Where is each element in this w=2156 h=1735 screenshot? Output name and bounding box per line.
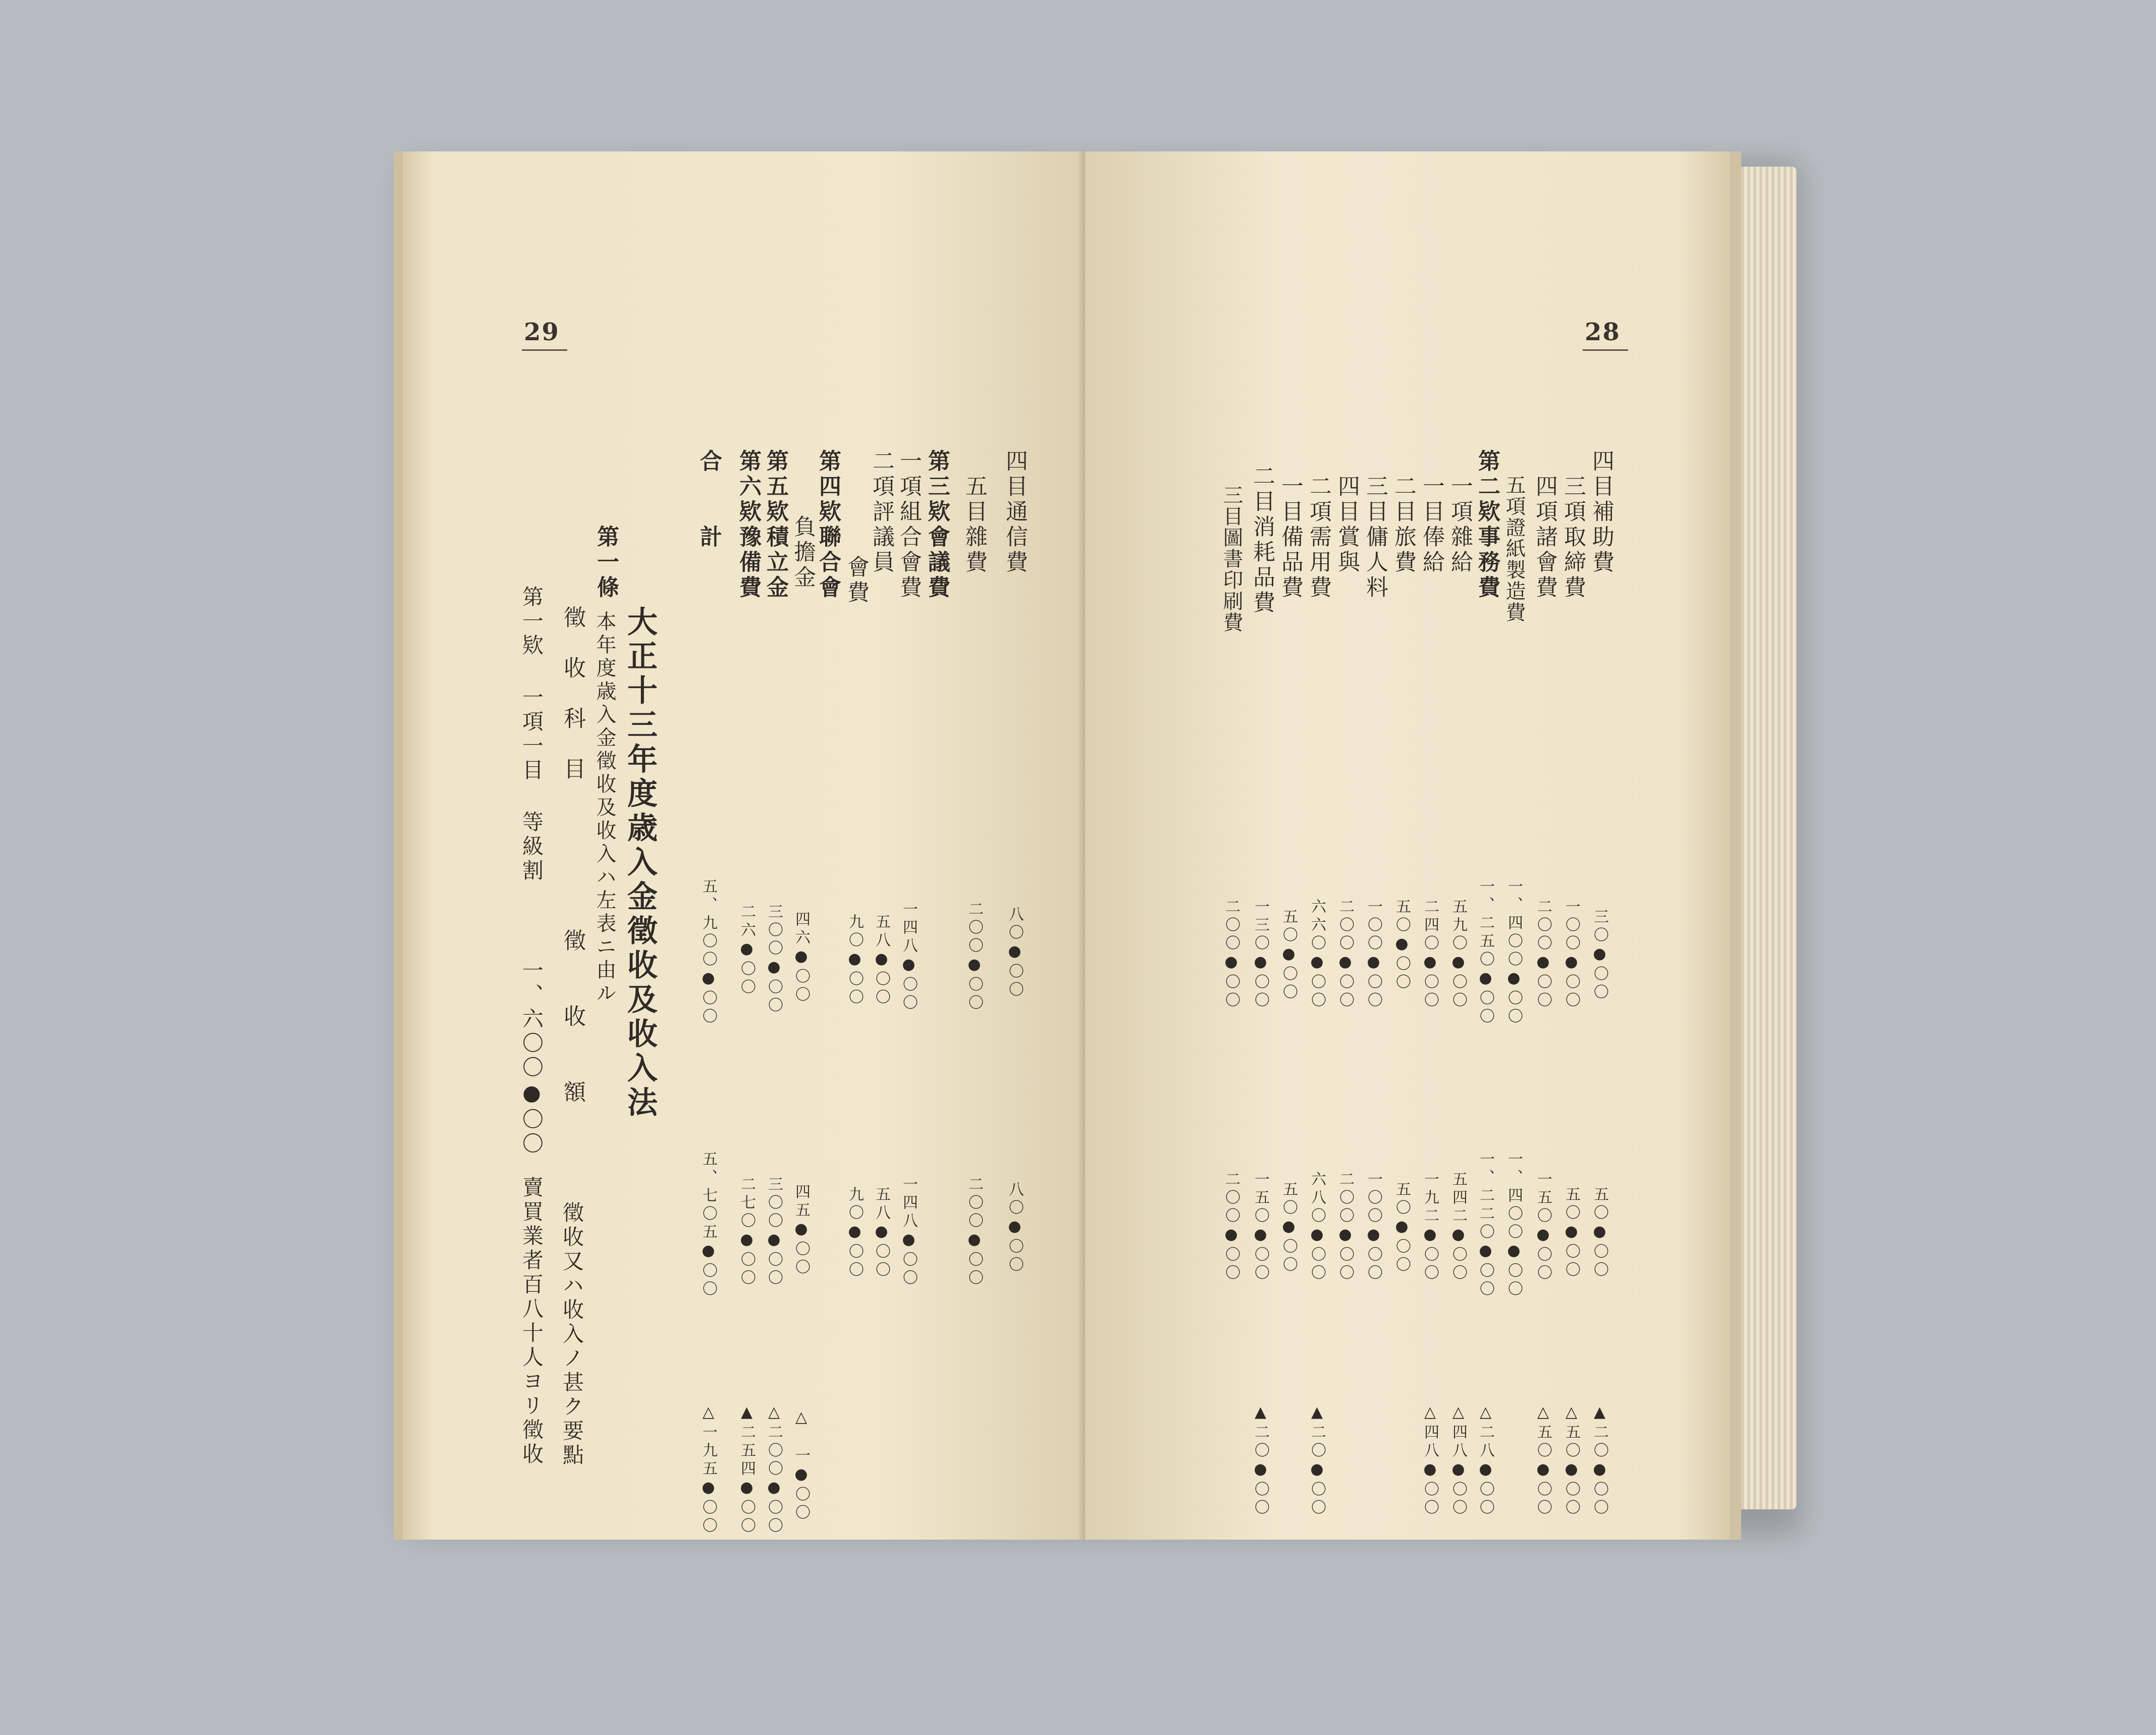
total-amount-b: 五、七〇五●〇〇 bbox=[699, 1151, 717, 1299]
item-amount-c: △二八●〇〇 bbox=[1477, 1403, 1494, 1517]
item-amount-b: 五〇●〇〇 bbox=[1591, 1186, 1608, 1280]
item-amount-a: 三〇●〇〇 bbox=[1591, 909, 1608, 1002]
item-amount-b: 二〇〇●〇〇 bbox=[1222, 1171, 1240, 1283]
item-amount-c: △ 一●〇〇 bbox=[792, 1408, 810, 1522]
total-label: 合 計 bbox=[696, 449, 722, 550]
item-name: 三目傭人料 bbox=[1362, 475, 1388, 601]
item-amount-c: △四八●〇〇 bbox=[1449, 1403, 1467, 1517]
item-name: 五目雜費 bbox=[961, 475, 987, 575]
item-name: 二項評議員 bbox=[869, 449, 894, 575]
page-number: 29 bbox=[524, 318, 560, 346]
item-name: 三目圖書印刷費 bbox=[1220, 485, 1243, 633]
item-amount-c: △二〇〇●〇〇 bbox=[765, 1403, 783, 1536]
article-text: 本年度歳入金徵收及收入ハ左表ニ由ル bbox=[593, 611, 616, 1006]
item-amount-a: 二〇〇●〇〇 bbox=[965, 901, 983, 1013]
item-name: 一目俸給 bbox=[1419, 475, 1444, 575]
item-amount-b: 八〇●〇〇 bbox=[1006, 1181, 1023, 1275]
item-amount-b: 五四二●〇〇 bbox=[1449, 1171, 1467, 1283]
right-page bbox=[1085, 151, 1741, 1540]
item-name: 負擔金 bbox=[790, 515, 816, 591]
item-name: 四目賞與 bbox=[1334, 475, 1360, 575]
item-amount-a: 一〇〇●〇〇 bbox=[1365, 899, 1382, 1010]
item-name: 第二欵事務費 bbox=[1474, 449, 1500, 601]
item-amount-b: 二〇〇●〇〇 bbox=[965, 1176, 983, 1288]
item-amount-b: 一、四〇〇●〇〇 bbox=[1505, 1151, 1523, 1299]
item-name: 二項需用費 bbox=[1306, 475, 1331, 601]
item-amount-c: △四八●〇〇 bbox=[1421, 1403, 1439, 1517]
item-name: 第四欵聯合會 bbox=[815, 449, 841, 601]
item-amount-b: 五八●〇〇 bbox=[873, 1186, 890, 1280]
table-header-note: 徵收又ハ收入ノ甚ク要點 bbox=[560, 1201, 584, 1468]
item-amount-a: 一三〇●〇〇 bbox=[1252, 899, 1269, 1010]
table-row-amount: 一、六〇〇●〇〇 bbox=[519, 959, 544, 1156]
item-amount-a: 五〇●〇〇 bbox=[1280, 909, 1298, 1002]
item-amount-b: 六八〇●〇〇 bbox=[1308, 1171, 1326, 1283]
item-amount-a: 五九〇●〇〇 bbox=[1449, 899, 1467, 1010]
item-amount-b: 五〇●〇〇 bbox=[1280, 1181, 1298, 1275]
item-amount-b: 三〇〇●〇〇 bbox=[765, 1176, 783, 1288]
section-title: 大正十三年度歳入金徵收及收入法 bbox=[622, 606, 658, 1121]
item-amount-c: △五〇●〇〇 bbox=[1562, 1403, 1580, 1517]
item-amount-b: 四五●〇〇 bbox=[792, 1184, 810, 1277]
item-amount-c: ▲二〇●〇〇 bbox=[1591, 1403, 1608, 1517]
item-name: 第五欵積立金 bbox=[763, 449, 788, 601]
total-amount-c: △一九五●〇〇 bbox=[699, 1403, 717, 1536]
item-amount-b: 九〇●〇〇 bbox=[846, 1186, 864, 1280]
item-amount-b: 一九二●〇〇 bbox=[1421, 1171, 1439, 1283]
item-amount-a: 二〇〇●〇〇 bbox=[1336, 899, 1354, 1010]
table-header-amount: 徵 收 額 bbox=[560, 929, 585, 1106]
total-amount-a: 五、九〇〇●〇〇 bbox=[699, 878, 717, 1026]
page-number: 28 bbox=[1585, 318, 1621, 346]
page-number-rule bbox=[522, 349, 567, 351]
item-name: 一目備品費 bbox=[1277, 475, 1303, 601]
item-amount-a: 一、四〇〇●〇〇 bbox=[1505, 878, 1523, 1026]
item-name: 一項雜給 bbox=[1447, 475, 1473, 575]
item-name: 會費 bbox=[843, 555, 869, 606]
table-row-subject: 第一欵 一項一目 等級割 bbox=[519, 586, 544, 883]
left-page bbox=[394, 151, 1085, 1540]
item-name: 第六欵豫備費 bbox=[735, 449, 761, 601]
item-name: 第三欵會議費 bbox=[924, 449, 950, 601]
item-amount-b: 一五〇●〇〇 bbox=[1534, 1171, 1552, 1283]
page-number-rule bbox=[1583, 349, 1628, 351]
item-amount-a: 二〇〇●〇〇 bbox=[1534, 899, 1552, 1010]
article-label: 第一條 bbox=[593, 525, 619, 601]
item-amount-b: 五〇●〇〇 bbox=[1562, 1186, 1580, 1280]
item-amount-a: 一、二五〇●〇〇 bbox=[1477, 878, 1494, 1026]
item-amount-b: 五〇●〇〇 bbox=[1393, 1181, 1411, 1275]
item-amount-a: 六六〇●〇〇 bbox=[1308, 899, 1326, 1010]
item-amount-a: 八〇●〇〇 bbox=[1006, 906, 1023, 1000]
item-amount-c: △五〇●〇〇 bbox=[1534, 1403, 1552, 1517]
item-amount-b: 一四八●〇〇 bbox=[900, 1176, 918, 1288]
item-name: 五項證紙製造費 bbox=[1502, 475, 1526, 623]
item-amount-a: 一四八●〇〇 bbox=[900, 901, 918, 1013]
item-name: 四目補助費 bbox=[1588, 449, 1614, 575]
item-amount-b: 二七〇●〇〇 bbox=[738, 1176, 756, 1288]
item-amount-a: 九〇●〇〇 bbox=[846, 914, 864, 1007]
item-name: 一項組合會費 bbox=[896, 449, 922, 601]
item-amount-a: 二六●〇〇 bbox=[738, 904, 756, 997]
item-name: 二目消耗品費 bbox=[1249, 464, 1275, 616]
item-name: 四目通信費 bbox=[1002, 449, 1028, 575]
item-amount-c: ▲二〇●〇〇 bbox=[1308, 1403, 1326, 1517]
item-name: 三項取締費 bbox=[1560, 475, 1586, 601]
item-amount-b: 一五〇●〇〇 bbox=[1252, 1171, 1269, 1283]
item-amount-a: 四六●〇〇 bbox=[792, 911, 810, 1005]
item-amount-b: 一〇〇●〇〇 bbox=[1365, 1171, 1382, 1283]
item-amount-a: 五〇●〇〇 bbox=[1393, 899, 1411, 992]
item-amount-b: 二〇〇●〇〇 bbox=[1336, 1171, 1354, 1283]
item-amount-a: 二〇〇●〇〇 bbox=[1222, 899, 1240, 1010]
item-amount-a: 一〇〇●〇〇 bbox=[1562, 899, 1580, 1010]
item-amount-a: 二四〇●〇〇 bbox=[1421, 899, 1439, 1010]
item-name: 二目旅費 bbox=[1390, 475, 1416, 575]
item-name: 四項諸會費 bbox=[1532, 475, 1557, 601]
item-amount-b: 一、二二〇●〇〇 bbox=[1477, 1151, 1494, 1299]
item-amount-c: ▲二〇●〇〇 bbox=[1252, 1403, 1269, 1517]
table-row-note: 賣買業者百八十人ヨリ徵收 bbox=[519, 1176, 544, 1467]
item-amount-c: ▲二五四●〇〇 bbox=[738, 1403, 756, 1536]
item-amount-a: 五八●〇〇 bbox=[873, 914, 890, 1007]
item-amount-a: 三〇〇●〇〇 bbox=[765, 904, 783, 1015]
table-header-subject: 徵 收 科 目 bbox=[560, 606, 585, 782]
